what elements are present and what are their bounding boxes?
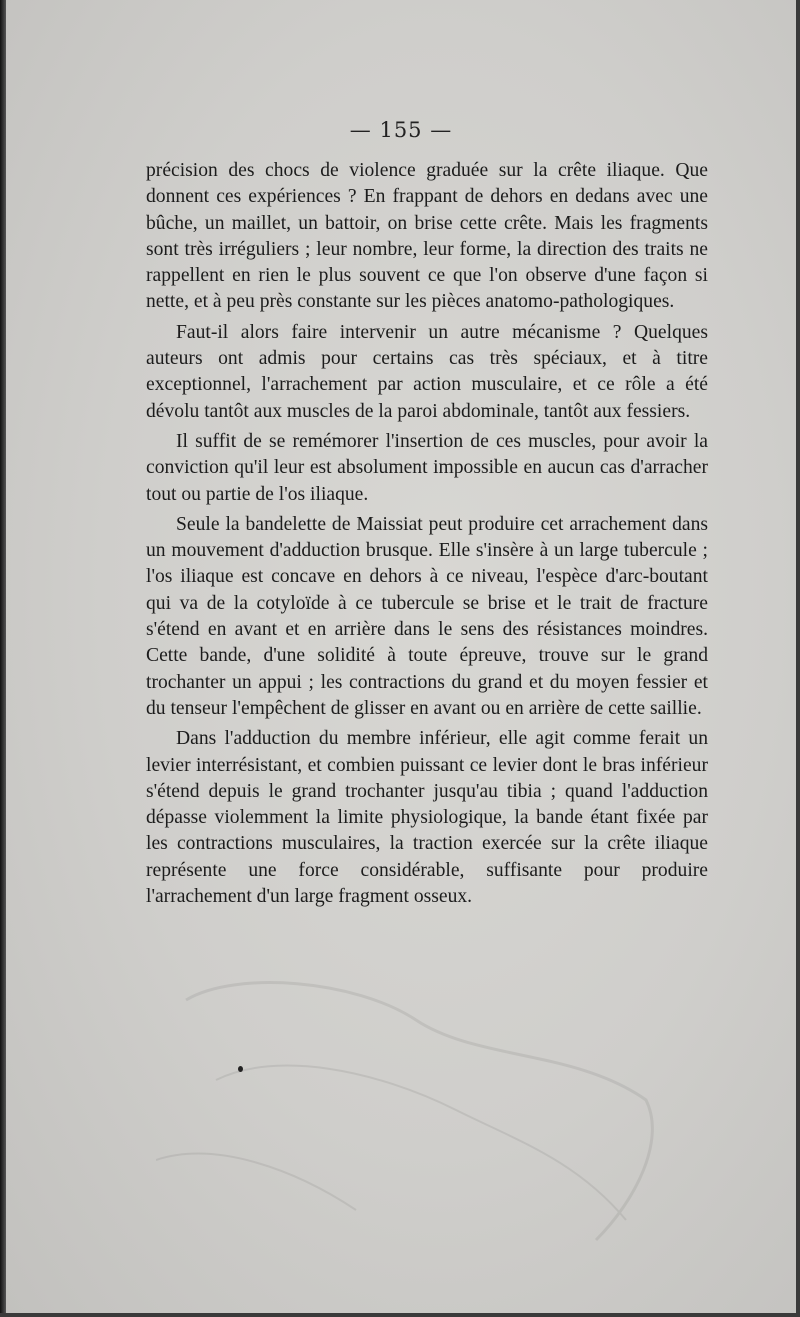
show-through-illustration — [156, 960, 676, 1260]
scan-right-border — [796, 0, 800, 1317]
scan-left-border — [0, 0, 6, 1317]
paragraph-3: Il suffit de se remémorer l'insertion de ces muscles, pour avoir la conviction qu'il leur est absolument impossible en aucun cas d'arracher tout ou partie de l'os iliaque. — [146, 430, 708, 505]
scan-bottom-border — [0, 1313, 800, 1317]
body-text — [146, 158, 708, 914]
paragraph-4: Seule la bandelette de Maissiat peut produire cet arrachement dans un mouvement d'adduction brusque. Elle s'insère à un large tubercule ; l'os iliaque est concave en dehors à ce niveau, l'espèce d'arc-boutant qui va de la cotyloïde à ce tubercule se brise et le trait de fracture s'étend en avant et en arrière dans le sens des résistances moindres. Cette bande, d'une solidité à toute épreuve, trouve sur le grand trochanter un appui ; les contractions du grand et du moyen fessier et du tenseur l'empêchent de glisser en avant ou en arrière de cette saillie. — [146, 513, 708, 719]
paragraph-1: précision des chocs de violence graduée sur la crête iliaque. Que donnent ces expériences ? En frappant de dehors en dedans avec une bûche, un maillet, un battoir, on brise cette crête. Mais les fragments sont très irréguliers ; leur nombre, leur forme, la direction des traits ne rappellent en rien le plus souvent ce que l'on observe d'une façon si nette, et à peu près constante sur les pièces anatomo-pathologiques. — [146, 160, 708, 313]
paragraph-5: Dans l'adduction du membre inférieur, elle agit comme ferait un levier interrésistant, et combien puissant ce levier dont le bras inférieur s'étend depuis le grand trochanter jusqu'au tibia ; quand l'adduction dépasse violemment la limite physiologique, la bande étant fixée par les contractions musculaires, la traction exercée sur la crête iliaque représente une force considérable, suffisante pour produire l'arrachement d'un large fragment osseux. — [146, 728, 708, 908]
book-page — [6, 0, 796, 1313]
page-number: — 155 — — [349, 118, 453, 142]
paragraph-2: Faut-il alors faire intervenir un autre mécanisme ? Quelques auteurs ont admis pour certains cas très spéciaux, et à titre exceptionnel, l'arrachement par action musculaire, et ce rôle a été dévolu tantôt aux muscles de la paroi abdominale, tantôt aux fessiers. — [146, 321, 708, 422]
ink-speck — [238, 1066, 243, 1072]
